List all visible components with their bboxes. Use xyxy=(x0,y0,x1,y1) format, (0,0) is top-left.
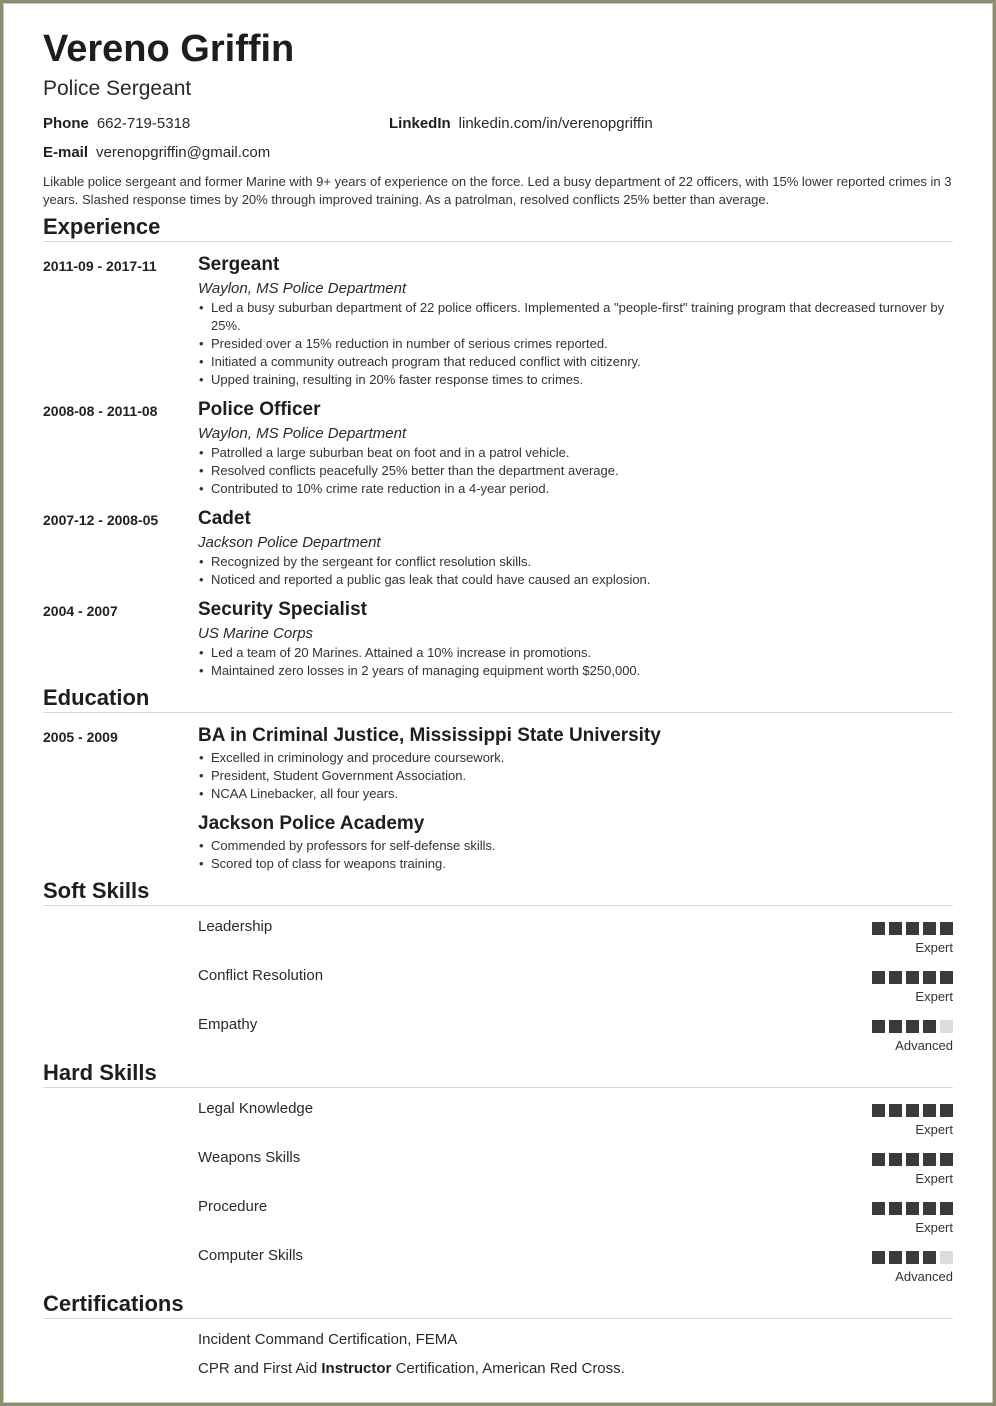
rating-square-filled xyxy=(889,1104,902,1117)
rating-square-filled xyxy=(940,922,953,935)
contact-email xyxy=(43,144,270,161)
linkedin-value[interactable]: linkedin.com/in/verenopgriffin xyxy=(458,115,653,132)
section-divider xyxy=(43,1087,953,1088)
rating-square-filled xyxy=(923,1251,936,1264)
job-dates: 2007-12 - 2008-05 xyxy=(43,512,159,528)
certification-text: Incident Command Certification, FEMA xyxy=(198,1331,458,1348)
section-divider xyxy=(43,241,953,242)
certification-emphasis: Instructor xyxy=(321,1360,392,1377)
rating-square-filled xyxy=(923,1202,936,1215)
skill-level: Expert xyxy=(915,1122,953,1137)
job-bullets xyxy=(198,644,948,680)
phone-value: 662-719-5318 xyxy=(96,115,191,132)
skill-name: Computer Skills xyxy=(198,1247,304,1264)
rating-square-filled xyxy=(906,971,919,984)
bullet-item: • Initiated a community outreach program that reduced conflict with citizenry. xyxy=(198,353,948,371)
section-divider xyxy=(43,905,953,906)
skill-name: Conflict Resolution xyxy=(198,967,324,984)
education-bullets xyxy=(198,837,948,873)
skill-level: Advanced xyxy=(895,1269,953,1284)
summary: Likable police sergeant and former Marine with 9+ years of experience on the force. Led a busy department of 22 officers, with 15% lower reported crimes in 3 years. Slashed response times by 20% through improved training. As a patrolman, resolved conflicts 25% better than average. xyxy=(43,174,952,207)
rating-square-filled xyxy=(906,1251,919,1264)
bullet-item: • President, Student Government Association. xyxy=(198,767,948,785)
education-degree: BA in Criminal Justice, Mississippi State University xyxy=(198,725,661,746)
rating-square-filled xyxy=(872,1202,885,1215)
skill-name: Leadership xyxy=(198,918,273,935)
rating-square-filled xyxy=(923,1020,936,1033)
rating-square-filled xyxy=(906,1104,919,1117)
bullet-item: • Recognized by the sergeant for conflict resolution skills. xyxy=(198,553,948,571)
job-role: Police Officer xyxy=(198,399,321,420)
rating-square-filled xyxy=(889,1202,902,1215)
rating-dots xyxy=(863,971,953,984)
bullet-item: • Upped training, resulting in 20% faster response times to crimes. xyxy=(198,371,948,389)
rating-square-filled xyxy=(872,922,885,935)
skill-rating xyxy=(863,1153,953,1186)
section-title-soft-skills: Soft Skills xyxy=(43,878,150,903)
skill-rating xyxy=(863,1202,953,1235)
contact-linkedin xyxy=(389,115,653,132)
rating-square-filled xyxy=(940,1104,953,1117)
bullet-item: • Presided over a 15% reduction in number of serious crimes reported. xyxy=(198,335,948,353)
skill-rating xyxy=(863,1251,953,1284)
bullet-item: • Commended by professors for self-defense skills. xyxy=(198,837,948,855)
job-organization: Waylon, MS Police Department xyxy=(198,425,407,442)
skill-level: Expert xyxy=(915,940,953,955)
email-label: E-mail xyxy=(43,144,89,161)
job-dates: 2004 - 2007 xyxy=(43,603,118,619)
skill-level: Expert xyxy=(915,989,953,1004)
bullet-item: • Maintained zero losses in 2 years of managing equipment worth $250,000. xyxy=(198,662,948,680)
job-role: Security Specialist xyxy=(198,599,367,620)
rating-square-filled xyxy=(923,922,936,935)
skill-level: Expert xyxy=(915,1220,953,1235)
job-role: Cadet xyxy=(198,508,251,529)
rating-square-filled xyxy=(906,1020,919,1033)
skill-rating xyxy=(863,1104,953,1137)
section-divider xyxy=(43,712,953,713)
education-degree: Jackson Police Academy xyxy=(198,813,425,834)
certification-item xyxy=(198,1331,457,1348)
rating-square-filled xyxy=(940,1153,953,1166)
job-dates: 2008-08 - 2011-08 xyxy=(43,403,158,419)
rating-square-filled xyxy=(889,971,902,984)
bullet-item: • NCAA Linebacker, all four years. xyxy=(198,785,948,803)
skill-level: Expert xyxy=(915,1171,953,1186)
rating-square-filled xyxy=(906,922,919,935)
section-title-hard-skills: Hard Skills xyxy=(43,1060,157,1085)
skill-rating xyxy=(863,922,953,955)
linkedin-label: LinkedIn xyxy=(389,115,451,132)
contact-phone xyxy=(43,115,190,132)
job-organization: US Marine Corps xyxy=(198,625,314,642)
bullet-item: • Patrolled a large suburban beat on foot and in a patrol vehicle. xyxy=(198,444,948,462)
rating-square-filled xyxy=(889,1251,902,1264)
bullet-item: • Noticed and reported a public gas leak that could have caused an explosion. xyxy=(198,571,948,589)
job-organization: Waylon, MS Police Department xyxy=(198,280,407,297)
bullet-item: • Scored top of class for weapons training. xyxy=(198,855,948,873)
skill-name: Weapons Skills xyxy=(198,1149,301,1166)
job-dates: 2011-09 - 2017-11 xyxy=(43,258,157,274)
rating-square-filled xyxy=(940,1202,953,1215)
rating-square-filled xyxy=(923,1104,936,1117)
certification-item xyxy=(198,1360,625,1377)
rating-square-empty xyxy=(940,1251,953,1264)
bullet-item: • Resolved conflicts peacefully 25% better than the department average. xyxy=(198,462,948,480)
rating-square-filled xyxy=(889,1020,902,1033)
rating-dots xyxy=(863,922,953,935)
rating-square-filled xyxy=(889,922,902,935)
skill-rating xyxy=(863,1020,953,1053)
rating-dots xyxy=(863,1153,953,1166)
job-role: Sergeant xyxy=(198,254,280,275)
section-title-education: Education xyxy=(43,685,150,710)
rating-square-filled xyxy=(940,971,953,984)
candidate-title: Police Sergeant xyxy=(43,77,192,100)
certification-text: Certification, American Red Cross. xyxy=(391,1360,625,1377)
rating-dots xyxy=(863,1251,953,1264)
candidate-name: Vereno Griffin xyxy=(43,28,295,70)
rating-square-filled xyxy=(923,971,936,984)
rating-square-filled xyxy=(872,971,885,984)
job-bullets xyxy=(198,299,948,389)
rating-square-filled xyxy=(906,1202,919,1215)
rating-square-empty xyxy=(940,1020,953,1033)
rating-square-filled xyxy=(923,1153,936,1166)
job-organization: Jackson Police Department xyxy=(198,534,381,551)
rating-square-filled xyxy=(872,1104,885,1117)
rating-square-filled xyxy=(872,1251,885,1264)
rating-dots xyxy=(863,1104,953,1117)
bullet-item: • Led a busy suburban department of 22 police officers. Implemented a "people-first" training program that decreased turnover by 25%. xyxy=(198,299,948,335)
section-title-experience: Experience xyxy=(43,214,161,239)
skill-rating xyxy=(863,971,953,1004)
bullet-item: • Excelled in criminology and procedure coursework. xyxy=(198,749,948,767)
job-bullets xyxy=(198,553,948,589)
rating-square-filled xyxy=(872,1020,885,1033)
rating-square-filled xyxy=(889,1153,902,1166)
certification-text: CPR and First Aid xyxy=(198,1360,322,1377)
education-bullets xyxy=(198,749,948,803)
section-title-certifications: Certifications xyxy=(43,1291,184,1316)
phone-label: Phone xyxy=(43,115,89,132)
bullet-item: • Contributed to 10% crime rate reduction in a 4-year period. xyxy=(198,480,948,498)
job-bullets xyxy=(198,444,948,498)
skill-name: Legal Knowledge xyxy=(198,1100,314,1117)
bullet-item: • Led a team of 20 Marines. Attained a 10% increase in promotions. xyxy=(198,644,948,662)
skill-name: Empathy xyxy=(198,1016,258,1033)
email-value[interactable]: verenopgriffin@gmail.com xyxy=(96,144,271,161)
education-dates: 2005 - 2009 xyxy=(43,729,118,745)
rating-dots xyxy=(863,1202,953,1215)
skill-level: Advanced xyxy=(895,1038,953,1053)
skill-name: Procedure xyxy=(198,1198,268,1215)
rating-square-filled xyxy=(872,1153,885,1166)
rating-square-filled xyxy=(906,1153,919,1166)
section-divider xyxy=(43,1318,953,1319)
rating-dots xyxy=(863,1020,953,1033)
